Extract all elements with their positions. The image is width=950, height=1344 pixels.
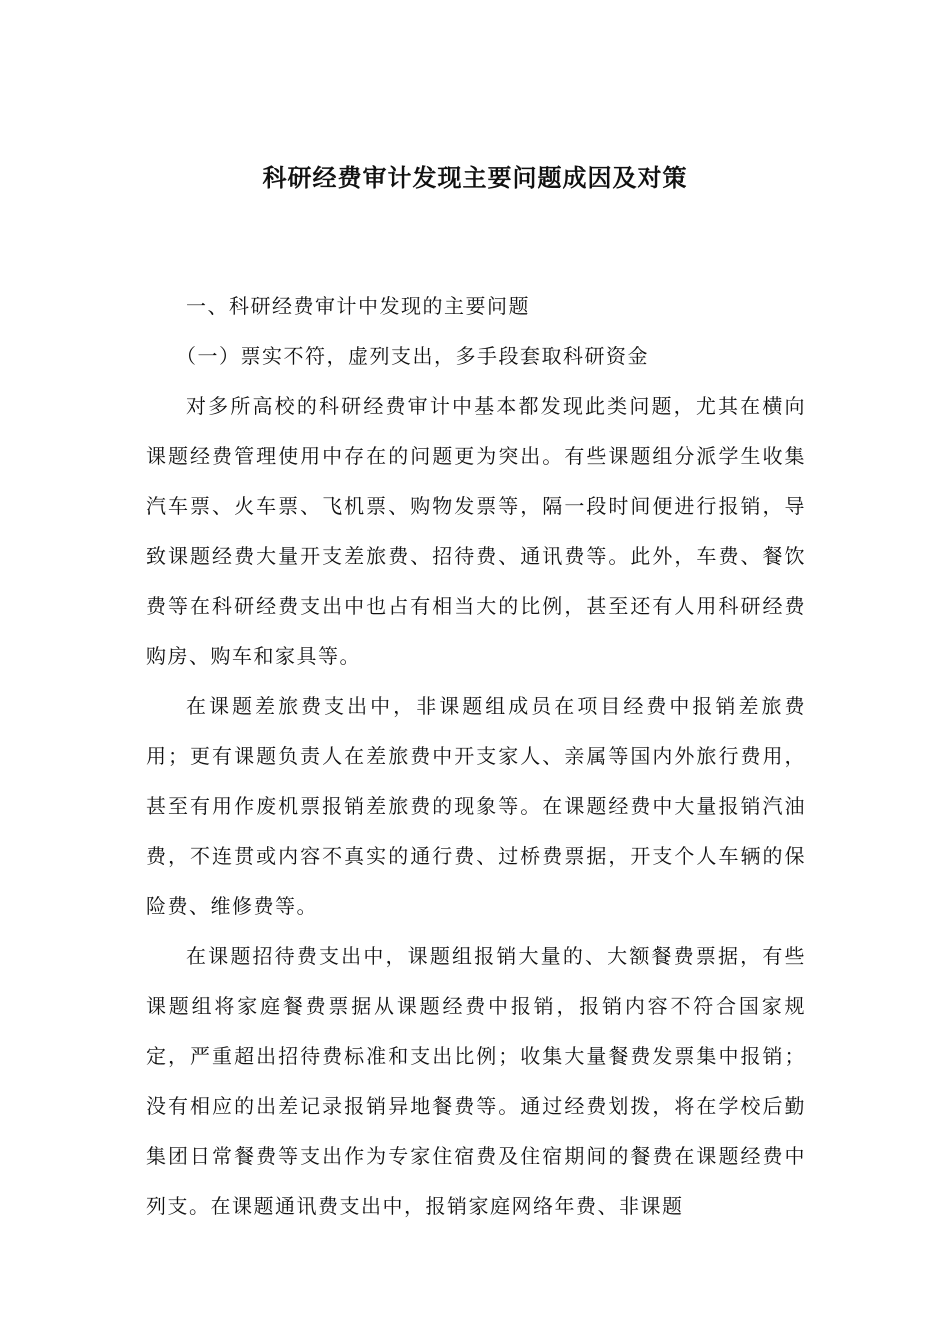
subsection-heading: （一）票实不符，虚列支出，多手段套取科研资金 xyxy=(176,344,649,368)
document-title: 科研经费审计发现主要问题成因及对策 xyxy=(262,163,688,192)
section-heading: 一、科研经费审计中发现的主要问题 xyxy=(186,294,530,318)
paragraph-1: 对多所高校的科研经费审计中基本都发现此类问题，尤其在横向课题经费管理使用中存在的问题更为突出。有些课题组分派学生收集汽车票、火车票、飞机票、购物发票等，隔一段时间便进行报销，导致课题经费大量开支差旅费、招待费、通讯费等。此外，车费、餐饮费等在科研经费支出中也占有相当大的比例，甚至还有人用科研经费购房、购车和家具等。 xyxy=(146,394,806,668)
paragraph-2: 在课题差旅费支出中，非课题组成员在项目经费中报销差旅费用；更有课题负责人在差旅费中开支家人、亲属等国内外旅行费用，甚至有用作废机票报销差旅费的现象等。在课题经费中大量报销汽油费，不连贯或内容不真实的通行费、过桥费票据，开支个人车辆的保险费、维修费等。 xyxy=(146,694,806,918)
document-body xyxy=(146,281,806,1231)
paragraph-3: 在课题招待费支出中，课题组报销大量的、大额餐费票据，有些课题组将家庭餐费票据从课题经费中报销，报销内容不符合国家规定，严重超出招待费标准和支出比例；收集大量餐费发票集中报销；没有相应的出差记录报销异地餐费等。通过经费划拨，将在学校后勤集团日常餐费等支出作为专家住宿费及住宿期间的餐费在课题经费中列支。在课题通讯费支出中，报销家庭网络年费、非课题 xyxy=(146,944,806,1218)
